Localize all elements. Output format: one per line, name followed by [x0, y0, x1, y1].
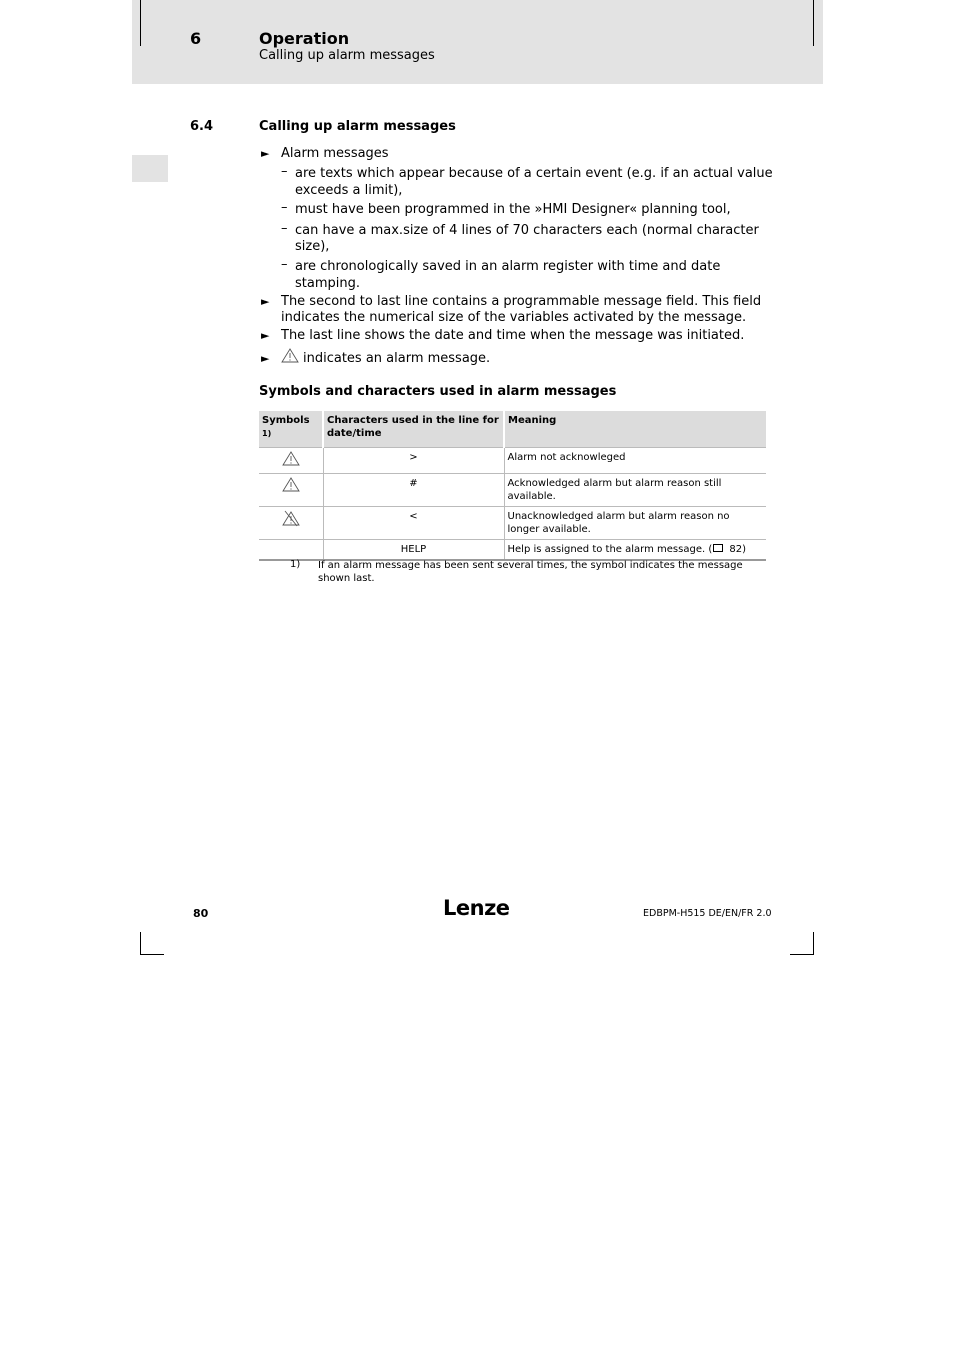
bullet-text: Alarm messages: [281, 146, 389, 161]
header-characters: Characters used in the line for date/time: [323, 411, 504, 448]
section-title: Calling up alarm messages: [259, 119, 456, 134]
header-symbols-label: Symbols: [262, 415, 310, 426]
bullet-marker: ►: [261, 329, 270, 342]
dash-text: stamping.: [295, 276, 360, 291]
dash-marker: –: [281, 221, 288, 236]
meaning-cell: [504, 540, 766, 561]
bullet-text: indicates an alarm message.: [303, 351, 491, 366]
bullet-text: indicates the numerical size of the variables activated by the message.: [281, 310, 747, 325]
symbol-cell: [259, 507, 323, 540]
chapter-number: 6: [190, 29, 202, 48]
symbols-heading: Symbols and characters used in alarm messages: [259, 384, 617, 399]
char-cell: >: [323, 448, 504, 474]
dash-marker: –: [281, 257, 288, 272]
dash-text: exceeds a limit),: [295, 183, 403, 198]
warning-crossed-icon: [282, 510, 300, 527]
dash-text: size),: [295, 239, 330, 254]
table-row: [259, 448, 766, 474]
page-reference[interactable]: 82): [729, 544, 747, 556]
bullet-marker: ►: [261, 295, 270, 308]
char-cell: <: [323, 507, 504, 540]
crop-mark-bottom-right: [813, 932, 814, 955]
section-number: 6.4: [190, 119, 214, 134]
footnote-number: 1): [290, 559, 301, 570]
warning-icon: [282, 477, 300, 492]
symbol-cell: [259, 540, 323, 561]
meaning-cell: Acknowledged alarm but alarm reason still available.: [504, 474, 766, 507]
symbol-cell: [259, 448, 323, 474]
header-meaning: Meaning: [504, 411, 766, 448]
bullet-marker: ►: [261, 352, 270, 365]
dash-text: are chronologically saved in an alarm register with time and date: [295, 259, 721, 274]
chapter-title: Operation: [259, 29, 350, 48]
crop-mark-bottom-left: [140, 932, 141, 955]
meaning-cell: Unacknowledged alarm but alarm reason no longer available.: [504, 507, 766, 540]
page-number: 80: [193, 907, 209, 920]
bullet-text: The last line shows the date and time when the message was initiated.: [281, 328, 745, 343]
chapter-subtitle: Calling up alarm messages: [259, 48, 435, 63]
warning-icon: [282, 451, 300, 466]
table-row: [259, 540, 766, 561]
dash-text: are texts which appear because of a certain event (e.g. if an actual value: [295, 166, 773, 181]
meaning-cell: Alarm not acknowleged: [504, 448, 766, 474]
dash-text: can have a max.size of 4 lines of 70 characters each (normal character: [295, 223, 759, 238]
bullet-text: The second to last line contains a programmable message field. This field: [281, 294, 762, 309]
crop-mark-bottom-left-h: [140, 954, 164, 955]
footnote-text: If an alarm message has been sent several times, the symbol indicates the message shown last.: [318, 560, 743, 584]
meaning-text: Help is assigned to the alarm message. (: [507, 544, 713, 556]
dash-text: must have been programmed in the »HMI Designer« planning tool,: [295, 202, 731, 217]
footnote-ref: 1): [262, 429, 272, 438]
crop-mark-top-left: [140, 0, 141, 46]
dash-marker: –: [281, 164, 288, 179]
alarm-symbols-table: [259, 411, 766, 561]
table-row: [259, 507, 766, 540]
char-cell: #: [323, 474, 504, 507]
crop-mark-top-right: [813, 0, 814, 46]
dash-marker: –: [281, 200, 288, 215]
header-symbols: [259, 411, 323, 448]
symbol-cell: [259, 474, 323, 507]
char-cell: HELP: [323, 540, 504, 561]
crop-mark-bottom-right-h: [790, 954, 814, 955]
table-header-row: [259, 411, 766, 448]
warning-icon: [281, 348, 299, 363]
header-band: [132, 0, 823, 84]
lenze-logo: Lenze: [443, 896, 510, 920]
bullet-marker: ►: [261, 147, 270, 160]
book-icon: [713, 544, 723, 552]
document-id: EDBPM-H515 DE/EN/FR 2.0: [643, 908, 772, 919]
table-row: [259, 474, 766, 507]
chapter-side-tab: [132, 155, 168, 182]
